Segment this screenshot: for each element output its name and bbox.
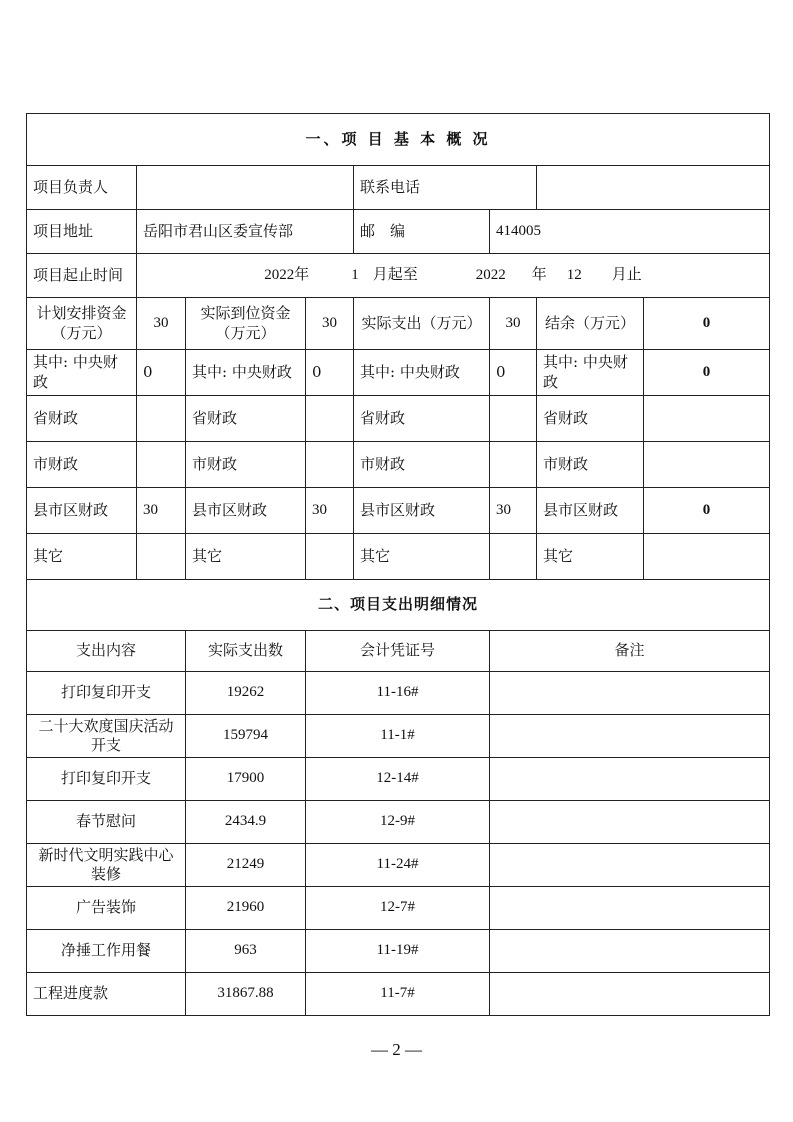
header-amount: 实际支出数: [186, 631, 306, 672]
funds-label: 其中: 中央财政: [354, 350, 490, 396]
table-row: [27, 758, 770, 801]
header-content: 支出内容: [27, 631, 186, 672]
funds-label: 县市区财政: [186, 488, 306, 534]
funds-label: 县市区财政: [537, 488, 644, 534]
header-note: 备注: [490, 631, 770, 672]
expense-amount: 21960: [186, 887, 306, 930]
funds-label: 其它: [354, 534, 490, 580]
expense-amount: 159794: [186, 715, 306, 758]
table-row: [27, 973, 770, 1016]
period-end-month: 12: [566, 267, 582, 284]
funds-value: 0: [490, 350, 537, 396]
funds-value: 30: [137, 488, 186, 534]
funds-label: 市财政: [537, 442, 644, 488]
funds-value: [306, 442, 354, 488]
expense-note: [490, 930, 770, 973]
funds-value: [137, 534, 186, 580]
expense-amount: 21249: [186, 844, 306, 887]
expense-note: [490, 758, 770, 801]
table-row: [27, 801, 770, 844]
section1-title: 一、项 目 基 本 概 况: [27, 114, 770, 166]
postcode-value: 414005: [490, 210, 770, 254]
balance-funds-value: 0: [644, 298, 770, 350]
header-voucher: 会计凭证号: [306, 631, 490, 672]
expense-content: 打印复印开支: [27, 758, 186, 801]
expense-content: 二十大欢度国庆活动开支: [27, 715, 186, 758]
expense-voucher: 12-14#: [306, 758, 490, 801]
funds-label: 省财政: [537, 396, 644, 442]
funds-label: 市财政: [186, 442, 306, 488]
period-end-year: 2022: [475, 267, 506, 284]
funds-label: 省财政: [354, 396, 490, 442]
expense-note: [490, 672, 770, 715]
expense-amount: 19262: [186, 672, 306, 715]
planned-funds-label: 计划安排资金（万元）: [27, 298, 137, 350]
phone-value: [537, 166, 770, 210]
expense-voucher: 11-1#: [306, 715, 490, 758]
funds-value: 30: [490, 488, 537, 534]
expense-note: [490, 801, 770, 844]
project-form: [26, 113, 770, 1016]
funds-value: [306, 396, 354, 442]
funds-value: [306, 534, 354, 580]
expense-voucher: 11-24#: [306, 844, 490, 887]
funds-value: 0: [644, 488, 770, 534]
funds-label: 省财政: [27, 396, 137, 442]
funds-value: [644, 442, 770, 488]
funds-row-province: [27, 396, 770, 442]
expense-amount: 17900: [186, 758, 306, 801]
expense-content: 春节慰问: [27, 801, 186, 844]
funds-value: 0: [137, 350, 186, 396]
funds-row-county: [27, 488, 770, 534]
section2-title: 二、项目支出明细情况: [27, 580, 770, 631]
period-start-year: 2022: [264, 267, 295, 284]
funds-label: 省财政: [186, 396, 306, 442]
expense-voucher: 11-7#: [306, 973, 490, 1016]
funds-value: [490, 442, 537, 488]
funds-label: 县市区财政: [27, 488, 137, 534]
funds-value: [490, 396, 537, 442]
leader-value: [137, 166, 354, 210]
period-end-year-unit: 年: [531, 265, 547, 284]
table-row: [27, 715, 770, 758]
funds-value: 0: [306, 350, 354, 396]
actual-funds-value: 30: [306, 298, 354, 350]
funds-value: [644, 396, 770, 442]
funds-value: 30: [306, 488, 354, 534]
expense-note: [490, 973, 770, 1016]
expense-content: 工程进度款: [27, 973, 186, 1016]
funds-label: 市财政: [354, 442, 490, 488]
postcode-label: 邮 编: [354, 210, 490, 254]
expense-content: 打印复印开支: [27, 672, 186, 715]
funds-row-other: [27, 534, 770, 580]
funds-label: 市财政: [27, 442, 137, 488]
expense-content: 新时代文明实践中心装修: [27, 844, 186, 887]
table-row: [27, 930, 770, 973]
expense-voucher: 12-7#: [306, 887, 490, 930]
table-row: [27, 844, 770, 887]
expense-note: [490, 844, 770, 887]
funds-value: 0: [644, 350, 770, 396]
funds-label: 其中: 中央财政: [186, 350, 306, 396]
expense-voucher: 11-16#: [306, 672, 490, 715]
funds-label: 其它: [537, 534, 644, 580]
period-label: 项目起止时间: [27, 254, 137, 298]
funds-label: 其中: 中央财政: [537, 350, 644, 396]
table-row: [27, 672, 770, 715]
expense-amount: 963: [186, 930, 306, 973]
period-value: [137, 254, 770, 298]
funds-value: [137, 442, 186, 488]
actual-funds-label: 实际到位资金（万元）: [186, 298, 306, 350]
funds-row-city: [27, 442, 770, 488]
period-end-suffix: 月止: [611, 265, 642, 284]
funds-value: [137, 396, 186, 442]
spent-funds-label: 实际支出（万元）: [354, 298, 490, 350]
expense-voucher: 12-9#: [306, 801, 490, 844]
planned-funds-value: 30: [137, 298, 186, 350]
expense-content: 广告装饰: [27, 887, 186, 930]
page-number: — 2 —: [371, 1040, 422, 1059]
funds-value: [490, 534, 537, 580]
expense-content: 净捶工作用餐: [27, 930, 186, 973]
expense-amount: 2434.9: [186, 801, 306, 844]
period-start-month: 1: [351, 267, 359, 284]
funds-value: [644, 534, 770, 580]
period-year-unit: 年: [294, 265, 310, 284]
leader-label: 项目负责人: [27, 166, 137, 210]
table-row: [27, 887, 770, 930]
balance-funds-label: 结余（万元）: [537, 298, 644, 350]
period-start-suffix: 月起至: [372, 265, 418, 284]
funds-label: 其它: [186, 534, 306, 580]
funds-label: 其中: 中央财政: [27, 350, 137, 396]
spent-funds-value: 30: [490, 298, 537, 350]
phone-label: 联系电话: [354, 166, 537, 210]
address-label: 项目地址: [27, 210, 137, 254]
detail-header-row: [27, 631, 770, 672]
address-value: 岳阳市君山区委宣传部: [137, 210, 354, 254]
expense-note: [490, 715, 770, 758]
expense-amount: 31867.88: [186, 973, 306, 1016]
funds-label: 其它: [27, 534, 137, 580]
expense-voucher: 11-19#: [306, 930, 490, 973]
expense-note: [490, 887, 770, 930]
funds-row-central: [27, 350, 770, 396]
funds-label: 县市区财政: [354, 488, 490, 534]
